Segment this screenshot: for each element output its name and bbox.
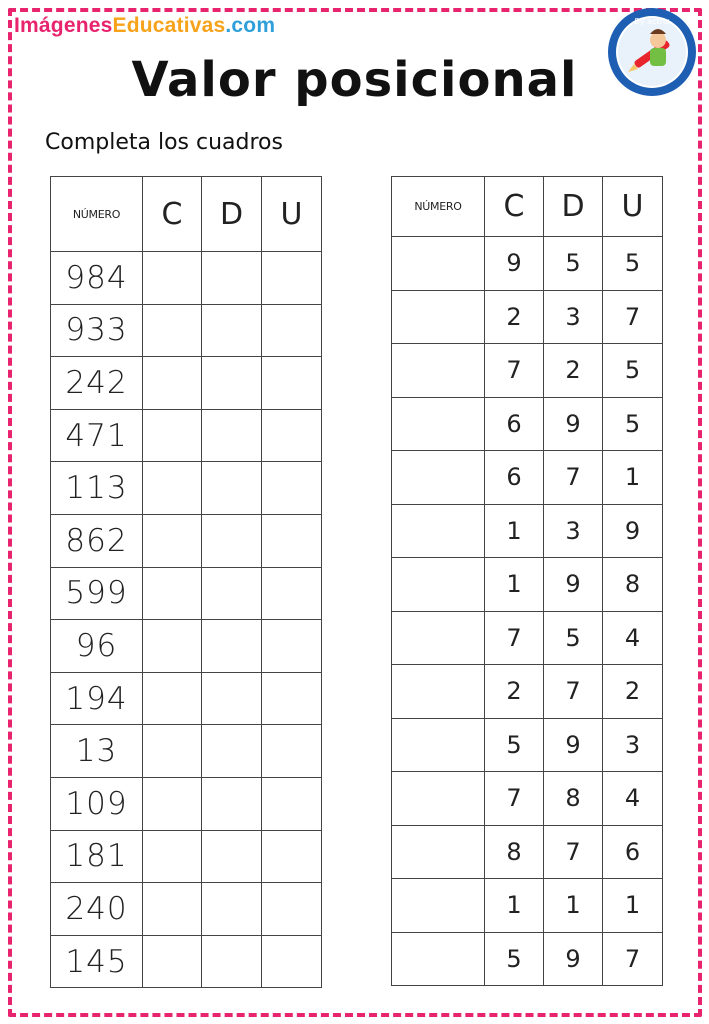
c-digit: 1 — [485, 504, 544, 558]
table-row — [51, 935, 322, 988]
table-row — [51, 725, 322, 778]
table-row — [51, 830, 322, 883]
d-answer-box[interactable] — [202, 830, 262, 883]
table-row — [392, 825, 663, 879]
table-row — [51, 304, 322, 357]
u-answer-box[interactable] — [262, 777, 322, 830]
d-answer-box[interactable] — [202, 462, 262, 515]
table-row — [392, 290, 663, 344]
d-answer-box[interactable] — [202, 672, 262, 725]
number-answer-box[interactable] — [392, 558, 485, 612]
header-unidades: U — [603, 177, 663, 237]
d-answer-box[interactable] — [202, 514, 262, 567]
u-digit: 2 — [603, 665, 663, 719]
c-answer-box[interactable] — [143, 514, 202, 567]
u-digit: 1 — [603, 451, 663, 505]
d-answer-box[interactable] — [202, 304, 262, 357]
table-row — [392, 558, 663, 612]
u-digit: 5 — [603, 397, 663, 451]
d-answer-box[interactable] — [202, 935, 262, 988]
c-digit: 8 — [485, 825, 544, 879]
u-digit: 8 — [603, 558, 663, 612]
brand-part: .com — [225, 14, 276, 37]
number-cell: 109 — [51, 777, 143, 830]
table-row — [392, 451, 663, 505]
u-answer-box[interactable] — [262, 409, 322, 462]
u-answer-box[interactable] — [262, 672, 322, 725]
page-title: Valor posicional — [131, 52, 578, 108]
number-answer-box[interactable] — [392, 879, 485, 933]
c-digit: 1 — [485, 558, 544, 612]
u-digit: 3 — [603, 718, 663, 772]
c-digit: 9 — [485, 237, 544, 291]
c-digit: 7 — [485, 344, 544, 398]
c-digit: 2 — [485, 665, 544, 719]
table-row — [392, 397, 663, 451]
u-digit: 4 — [603, 611, 663, 665]
brand-part: Educativas — [112, 14, 226, 37]
number-answer-box[interactable] — [392, 290, 485, 344]
table-row — [392, 772, 663, 826]
logo-text: By actriz — [634, 17, 670, 26]
number-answer-box[interactable] — [392, 718, 485, 772]
c-answer-box[interactable] — [143, 883, 202, 936]
brand-logo-text — [14, 14, 275, 38]
u-digit: 7 — [603, 932, 663, 986]
c-answer-box[interactable] — [143, 304, 202, 357]
d-answer-box[interactable] — [202, 357, 262, 410]
u-answer-box[interactable] — [262, 514, 322, 567]
d-digit: 7 — [544, 451, 603, 505]
c-digit: 6 — [485, 397, 544, 451]
u-answer-box[interactable] — [262, 357, 322, 410]
table-row — [392, 932, 663, 986]
header-centenas: C — [485, 177, 544, 237]
d-digit: 8 — [544, 772, 603, 826]
number-answer-box[interactable] — [392, 665, 485, 719]
c-answer-box[interactable] — [143, 725, 202, 778]
u-answer-box[interactable] — [262, 252, 322, 305]
d-answer-box[interactable] — [202, 620, 262, 673]
number-answer-box[interactable] — [392, 344, 485, 398]
table-row — [51, 777, 322, 830]
d-digit: 5 — [544, 611, 603, 665]
number-cell: 13 — [51, 725, 143, 778]
right-table — [391, 176, 663, 986]
c-digit: 1 — [485, 879, 544, 933]
number-answer-box[interactable] — [392, 237, 485, 291]
number-answer-box[interactable] — [392, 397, 485, 451]
u-answer-box[interactable] — [262, 830, 322, 883]
table-row — [392, 344, 663, 398]
table-row — [51, 462, 322, 515]
c-answer-box[interactable] — [143, 409, 202, 462]
header-decenas: D — [202, 177, 262, 252]
header-unidades: U — [262, 177, 322, 252]
u-answer-box[interactable] — [262, 620, 322, 673]
d-digit: 9 — [544, 932, 603, 986]
left-table — [50, 176, 322, 988]
header-row — [51, 177, 322, 252]
d-digit: 9 — [544, 397, 603, 451]
number-cell: 240 — [51, 883, 143, 936]
table-row — [392, 718, 663, 772]
c-answer-box[interactable] — [143, 567, 202, 620]
number-cell: 471 — [51, 409, 143, 462]
number-answer-box[interactable] — [392, 825, 485, 879]
table-row — [392, 611, 663, 665]
d-digit: 1 — [544, 879, 603, 933]
table-row — [51, 514, 322, 567]
instructions: Completa los cuadros — [45, 130, 283, 155]
u-answer-box[interactable] — [262, 883, 322, 936]
u-answer-box[interactable] — [262, 304, 322, 357]
number-cell: 862 — [51, 514, 143, 567]
number-cell: 599 — [51, 567, 143, 620]
d-answer-box[interactable] — [202, 777, 262, 830]
u-answer-box[interactable] — [262, 725, 322, 778]
d-answer-box[interactable] — [202, 252, 262, 305]
c-answer-box[interactable] — [143, 620, 202, 673]
u-digit: 4 — [603, 772, 663, 826]
d-answer-box[interactable] — [202, 567, 262, 620]
c-digit: 5 — [485, 932, 544, 986]
d-digit: 3 — [544, 290, 603, 344]
table-row — [392, 237, 663, 291]
u-digit: 1 — [603, 879, 663, 933]
d-answer-box[interactable] — [202, 725, 262, 778]
number-cell: 96 — [51, 620, 143, 673]
header-number: NÚMERO — [392, 177, 485, 237]
d-digit: 5 — [544, 237, 603, 291]
number-answer-box[interactable] — [392, 772, 485, 826]
brand-part: Imágenes — [14, 14, 113, 37]
table-row — [51, 883, 322, 936]
header-centenas: C — [143, 177, 202, 252]
table-row — [392, 879, 663, 933]
c-answer-box[interactable] — [143, 935, 202, 988]
number-answer-box[interactable] — [392, 451, 485, 505]
u-answer-box[interactable] — [262, 567, 322, 620]
table-row — [51, 567, 322, 620]
u-digit: 6 — [603, 825, 663, 879]
number-cell: 194 — [51, 672, 143, 725]
u-digit: 5 — [603, 344, 663, 398]
table-row — [51, 409, 322, 462]
u-digit: 7 — [603, 290, 663, 344]
c-digit: 7 — [485, 611, 544, 665]
number-answer-box[interactable] — [392, 504, 485, 558]
number-cell: 181 — [51, 830, 143, 883]
table-row — [392, 504, 663, 558]
header-row — [392, 177, 663, 237]
number-cell: 145 — [51, 935, 143, 988]
c-answer-box[interactable] — [143, 462, 202, 515]
c-answer-box[interactable] — [143, 357, 202, 410]
d-digit: 3 — [544, 504, 603, 558]
header-decenas: D — [544, 177, 603, 237]
c-digit: 6 — [485, 451, 544, 505]
c-digit: 7 — [485, 772, 544, 826]
c-answer-box[interactable] — [143, 777, 202, 830]
header-number: NÚMERO — [51, 177, 143, 252]
table-row — [51, 252, 322, 305]
table-row — [51, 620, 322, 673]
number-cell: 984 — [51, 252, 143, 305]
d-answer-box[interactable] — [202, 883, 262, 936]
d-digit: 9 — [544, 718, 603, 772]
number-cell: 933 — [51, 304, 143, 357]
number-cell: 242 — [51, 357, 143, 410]
table-row — [51, 672, 322, 725]
c-answer-box[interactable] — [143, 252, 202, 305]
number-cell: 113 — [51, 462, 143, 515]
d-digit: 2 — [544, 344, 603, 398]
d-digit: 9 — [544, 558, 603, 612]
d-digit: 7 — [544, 825, 603, 879]
table-row — [392, 665, 663, 719]
c-digit: 2 — [485, 290, 544, 344]
table-row — [51, 357, 322, 410]
c-answer-box[interactable] — [143, 672, 202, 725]
c-digit: 5 — [485, 718, 544, 772]
number-answer-box[interactable] — [392, 611, 485, 665]
number-answer-box[interactable] — [392, 932, 485, 986]
c-answer-box[interactable] — [143, 830, 202, 883]
d-answer-box[interactable] — [202, 409, 262, 462]
u-answer-box[interactable] — [262, 935, 322, 988]
u-digit: 9 — [603, 504, 663, 558]
d-digit: 7 — [544, 665, 603, 719]
u-digit: 5 — [603, 237, 663, 291]
u-answer-box[interactable] — [262, 462, 322, 515]
